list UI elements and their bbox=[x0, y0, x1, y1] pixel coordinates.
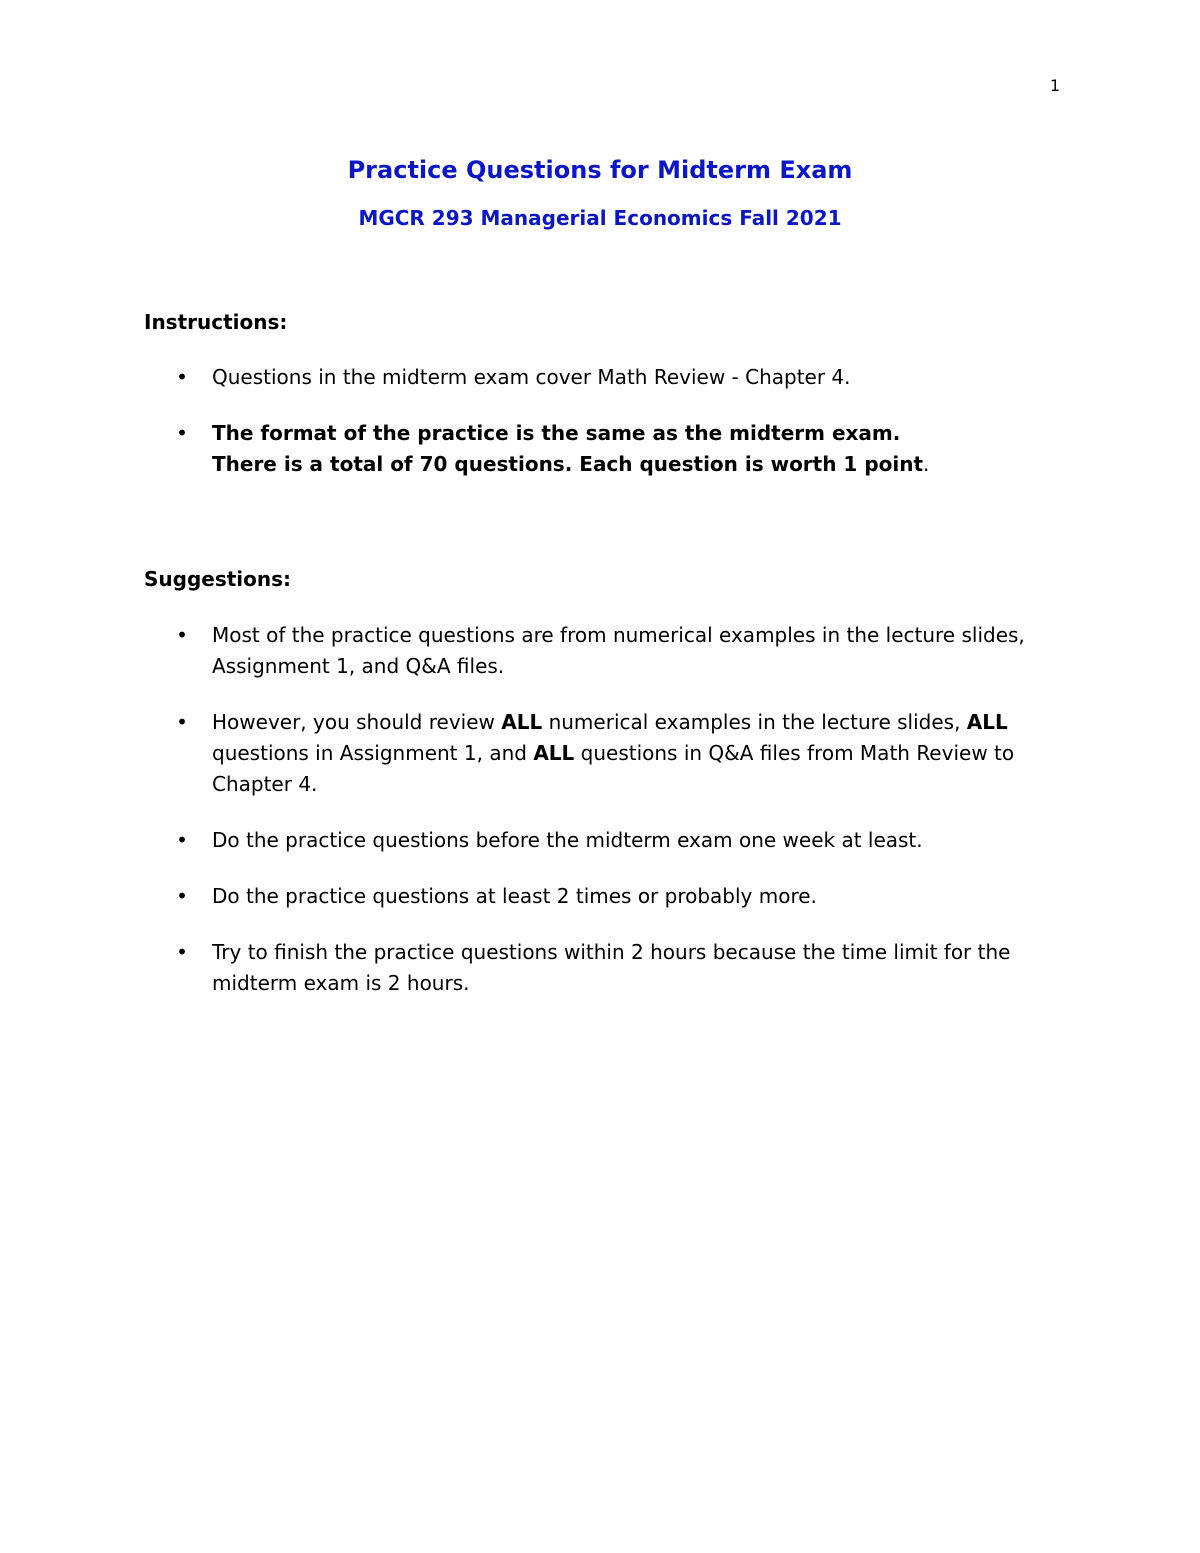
list-item bbox=[172, 707, 1072, 800]
list-item bbox=[172, 825, 1072, 856]
emphasis-text: ALL bbox=[501, 710, 543, 734]
bullet-icon: • bbox=[176, 623, 188, 647]
list-item-text: . bbox=[923, 452, 930, 476]
list-item-text: questions in Assignment 1, and bbox=[212, 741, 534, 765]
list-item-text: Do the practice questions at least 2 times or probably more. bbox=[212, 884, 817, 908]
suggestions-list bbox=[172, 620, 1072, 1024]
list-item-text: There is a total of 70 questions. Each question is worth 1 point bbox=[212, 452, 924, 476]
list-item-text: Do the practice questions before the midterm exam one week at least. bbox=[212, 828, 923, 852]
list-item bbox=[172, 362, 1072, 393]
list-item bbox=[172, 418, 1072, 480]
list-item-text: Most of the practice questions are from numerical examples in the lecture slides, Assignment 1, and Q&A files. bbox=[212, 623, 1025, 678]
list-item-text: numerical examples in the lecture slides, bbox=[542, 710, 967, 734]
page-number: 1 bbox=[1049, 76, 1060, 95]
suggestions-heading: Suggestions: bbox=[144, 567, 292, 591]
list-item bbox=[172, 620, 1072, 682]
list-item bbox=[172, 937, 1072, 999]
instructions-list bbox=[172, 362, 1072, 505]
list-item bbox=[172, 881, 1072, 912]
emphasis-text: ALL bbox=[966, 710, 1008, 734]
bullet-icon: • bbox=[176, 421, 188, 445]
list-item-text: questions in Q&A files from Math Review to Chapter 4. bbox=[212, 741, 1015, 796]
list-item-text: Questions in the midterm exam cover Math Review - Chapter 4. bbox=[212, 365, 851, 389]
list-item-text: Try to finish the practice questions within 2 hours because the time limit for the midterm exam is 2 hours. bbox=[212, 940, 1011, 995]
list-item-text: The format of the practice is the same as the midterm exam. bbox=[212, 421, 901, 445]
emphasis-text: ALL bbox=[533, 741, 575, 765]
list-item-text: However, you should review bbox=[212, 710, 502, 734]
bullet-icon: • bbox=[176, 940, 188, 964]
bullet-icon: • bbox=[176, 710, 188, 734]
bullet-icon: • bbox=[176, 884, 188, 908]
instructions-heading: Instructions: bbox=[144, 310, 288, 334]
bullet-icon: • bbox=[176, 365, 188, 389]
bullet-icon: • bbox=[176, 828, 188, 852]
document-title: Practice Questions for Midterm Exam bbox=[347, 156, 853, 184]
document-subtitle: MGCR 293 Managerial Economics Fall 2021 bbox=[358, 206, 842, 230]
